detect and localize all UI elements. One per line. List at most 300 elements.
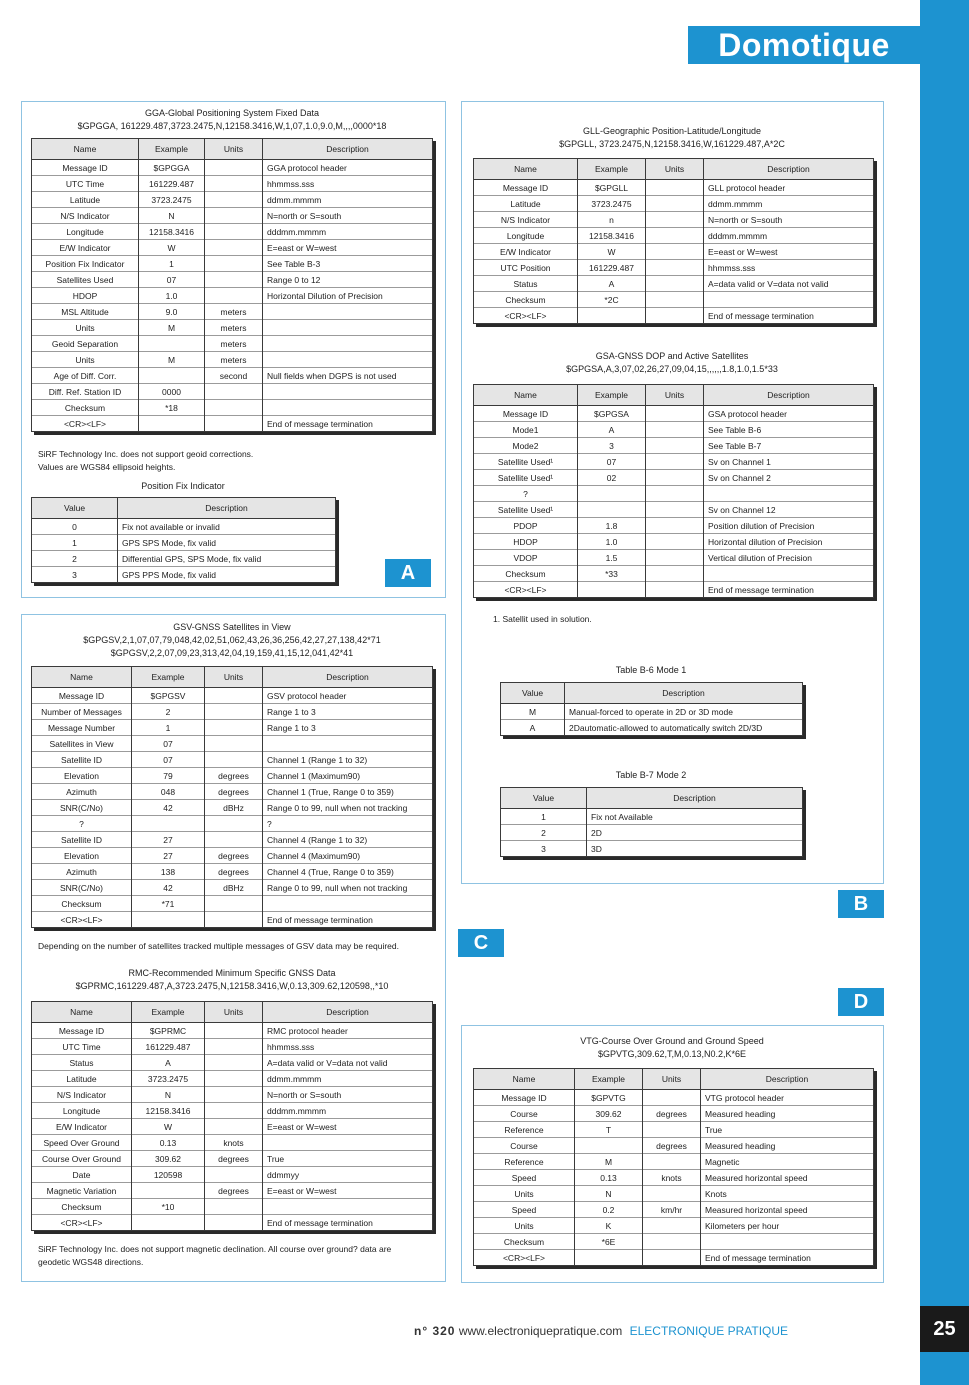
footer-url[interactable]: www.electroniquepratique.com [458,1324,623,1338]
table-cell: Latitude [32,192,139,208]
table-cell: degrees [205,1183,263,1199]
table-cell: Measured heading [701,1138,874,1154]
table-row [474,196,874,212]
table-cell: 0.13 [575,1170,643,1186]
table-cell: degrees [205,864,263,880]
tb6-title: Table B-6 Mode 1 [615,665,687,675]
section-banner: Domotique [688,26,920,64]
column-header: Units [205,139,263,160]
table-cell: 2Dautomatic-allowed to automatically switch 2D/3D [565,720,803,736]
header-row [32,498,336,519]
table-row [32,1151,433,1167]
table-cell: degrees [643,1106,701,1122]
table-row [32,160,433,176]
table-cell: SNR(C/No) [32,800,132,816]
table-cell: 02 [578,470,646,486]
table-cell: E/W Indicator [32,1119,132,1135]
gga-table [31,138,433,432]
table-row [474,1170,874,1186]
column-header: Description [704,385,874,406]
table-cell: E=east or W=west [263,1183,433,1199]
table-row [32,896,433,912]
table-cell: 0 [32,519,118,535]
table-cell: Kilometers per hour [701,1218,874,1234]
column-header: Example [132,667,205,688]
footer-issue: n° 320 [414,1324,456,1338]
table-cell [263,320,433,336]
table-cell: Magnetic Variation [32,1183,132,1199]
table-cell: See Table B-7 [704,438,874,454]
table-cell [646,534,704,550]
table-cell: Checksum [32,896,132,912]
table-cell: SNR(C/No) [32,880,132,896]
table-cell: 0.13 [132,1135,205,1151]
table-row [32,736,433,752]
table-cell: degrees [205,768,263,784]
table-cell: Number of Messages [32,704,132,720]
table-cell: Units [32,320,139,336]
table-cell [205,384,263,400]
vtg-title: VTG-Course Over Ground and Ground Speed [580,1036,764,1046]
table-cell [646,518,704,534]
tb7-title: Table B-7 Mode 2 [615,770,687,780]
table-cell: End of message termination [263,912,433,928]
table-cell: 79 [132,768,205,784]
table-cell: 120598 [132,1167,205,1183]
table-cell: A [578,422,646,438]
table-cell [205,272,263,288]
gsv-example-2: $GPGSV,2,2,07,09,23,313,42,04,19,159,41,15,12,041,42*41 [110,648,354,658]
gll-title: GLL-Geographic Position-Latitude/Longitude [582,126,762,136]
table-row [32,567,336,583]
table-row [32,912,433,928]
table-cell: Message ID [32,688,132,704]
table-cell: Longitude [474,228,578,244]
table-cell [263,336,433,352]
table-cell: second [205,368,263,384]
posfix-table [31,497,336,583]
table-cell: E/W Indicator [474,244,578,260]
table-cell [646,292,704,308]
table-cell [205,208,263,224]
table-cell: Range 1 to 3 [263,720,433,736]
header-row [474,385,874,406]
table-cell: 07 [139,272,205,288]
table-cell: 1 [501,809,587,825]
table-cell: knots [643,1170,701,1186]
table-cell: Checksum [32,400,139,416]
table-cell: GGA protocol header [263,160,433,176]
table-cell: 3723.2475 [578,196,646,212]
sidebar-strip [920,0,969,1385]
posfix-title: Position Fix Indicator [141,481,225,491]
table-row [501,841,803,857]
table-row [32,208,433,224]
table-row [32,864,433,880]
table-cell: Channel 1 (Range 1 to 32) [263,752,433,768]
table-cell [205,832,263,848]
table-cell: Units [474,1218,575,1234]
table-cell: Checksum [474,292,578,308]
column-header: Example [575,1069,643,1090]
table-cell [205,1199,263,1215]
rmc-table [31,1001,433,1231]
table-row [32,848,433,864]
table-cell: 27 [132,832,205,848]
table-cell [646,582,704,598]
table-cell: 2 [32,551,118,567]
table-cell: T [575,1122,643,1138]
table-row [474,292,874,308]
tb6-table [500,682,803,736]
table-row [474,438,874,454]
table-cell [646,180,704,196]
table-cell: Reference [474,1122,575,1138]
table-cell: Fix not available or invalid [118,519,336,535]
table-cell: Azimuth [32,864,132,880]
table-row [474,582,874,598]
table-row [474,1218,874,1234]
gsa-table [473,384,874,598]
table-row [32,256,433,272]
table-row [32,320,433,336]
table-cell: degrees [205,848,263,864]
column-header: Description [263,139,433,160]
table-cell: K [575,1218,643,1234]
table-cell: Knots [701,1186,874,1202]
table-cell [205,1071,263,1087]
table-cell: N=north or S=south [704,212,874,228]
column-header: Description [701,1069,874,1090]
gsa-note: 1. Satellit used in solution. [493,614,592,624]
column-header: Description [263,667,433,688]
table-cell: <CR><LF> [32,416,139,432]
table-cell: Measured horizontal speed [701,1202,874,1218]
table-cell: 309.62 [132,1151,205,1167]
table-row [32,720,433,736]
table-cell: Mode2 [474,438,578,454]
table-cell: Range 0 to 99, null when not tracking [263,880,433,896]
table-row [32,416,433,432]
table-cell: RMC protocol header [263,1023,433,1039]
table-row [32,400,433,416]
table-cell: A=data valid or V=data not valid [263,1055,433,1071]
table-cell: Reference [474,1154,575,1170]
table-cell: hhmmss.sss [263,176,433,192]
column-header: Name [32,1002,132,1023]
table-cell [646,260,704,276]
header-row [474,159,874,180]
gga-title: GGA-Global Positioning System Fixed Data [144,108,320,118]
table-cell [578,502,646,518]
table-cell: E=east or W=west [263,240,433,256]
table-cell: Units [32,352,139,368]
table-row [32,768,433,784]
table-row [474,212,874,228]
table-cell: Course Over Ground [32,1151,132,1167]
table-cell [701,1234,874,1250]
table-cell: Course [474,1106,575,1122]
table-cell [205,1119,263,1135]
table-cell: W [139,240,205,256]
label-a: A [385,559,431,587]
gll-table [473,158,874,324]
table-cell [263,304,433,320]
table-cell: *6E [575,1234,643,1250]
table-row [32,176,433,192]
table-cell: N/S Indicator [32,208,139,224]
table-row [32,784,433,800]
table-cell: Checksum [32,1199,132,1215]
table-cell: True [263,1151,433,1167]
table-row [32,272,433,288]
table-cell: 3 [32,567,118,583]
table-row [474,1122,874,1138]
table-cell: Message ID [474,406,578,422]
table-cell: Sv on Channel 12 [704,502,874,518]
table-cell: GSV protocol header [263,688,433,704]
table-cell [263,1135,433,1151]
table-cell [646,276,704,292]
table-cell: E/W Indicator [32,240,139,256]
table-cell: Channel 1 (True, Range 0 to 359) [263,784,433,800]
table-row [474,276,874,292]
table-row [474,180,874,196]
table-cell: meters [205,336,263,352]
table-row [32,519,336,535]
table-row [32,1103,433,1119]
table-cell: 2 [501,825,587,841]
table-cell: Geoid Separation [32,336,139,352]
gsv-note: Depending on the number of satellites tracked multiple messages of GSV data may be required. [38,941,399,951]
gsa-example: $GPGSA,A,3,07,02,26,27,09,04,15,,,,,,1.8,1.0,1.5*33 [566,364,778,374]
table-cell [578,308,646,324]
table-cell: 1.8 [578,518,646,534]
table-cell: *2C [578,292,646,308]
table-row [32,1167,433,1183]
table-cell: Manual-forced to operate in 2D or 3D mode [565,704,803,720]
column-header: Units [646,385,704,406]
tb7-table [500,787,803,857]
table-cell: Sv on Channel 1 [704,454,874,470]
header-row [474,1069,874,1090]
table-cell [578,582,646,598]
table-cell: Range 0 to 99, null when not tracking [263,800,433,816]
footer [414,1324,788,1338]
table-cell [646,196,704,212]
table-row [474,1106,874,1122]
table-cell [575,1250,643,1266]
table-cell: 1 [132,720,205,736]
table-row [474,406,874,422]
column-header: Description [263,1002,433,1023]
table-row [32,352,433,368]
table-cell: 3D [587,841,803,857]
column-header: Units [205,667,263,688]
table-cell: Message ID [474,1090,575,1106]
table-cell [139,336,205,352]
table-cell: Position dilution of Precision [704,518,874,534]
table-cell [646,550,704,566]
column-header: Description [587,788,803,809]
table-cell [132,1183,205,1199]
table-row [32,240,433,256]
table-cell: knots [205,1135,263,1151]
column-header: Value [32,498,118,519]
table-cell [205,912,263,928]
table-cell: N=north or S=south [263,208,433,224]
table-cell [205,1167,263,1183]
table-cell: Message ID [32,1023,132,1039]
table-row [474,1234,874,1250]
table-cell [646,438,704,454]
table-cell: E=east or W=west [704,244,874,260]
table-cell [205,720,263,736]
table-cell [263,1199,433,1215]
header-row [32,1002,433,1023]
table-cell: $GPVTG [575,1090,643,1106]
gga-note: SiRF Technology Inc. does not support geoid corrections. Values are WGS84 ellipsoid heights. [38,449,254,472]
table-row [474,1202,874,1218]
table-row [474,566,874,582]
table-cell [578,486,646,502]
vtg-example: $GPVTG,309.62,T,M,0.13,N0.2,K*6E [597,1049,747,1059]
table-cell: True [701,1122,874,1138]
table-cell: $GPGSA [578,406,646,422]
table-cell: <CR><LF> [32,1215,132,1231]
table-cell: ? [474,486,578,502]
table-cell: Measured heading [701,1106,874,1122]
column-header: Units [646,159,704,180]
table-cell: ? [263,816,433,832]
table-cell [205,416,263,432]
rmc-title: RMC-Recommended Minimum Specific GNSS Data [128,968,336,978]
table-row [501,809,803,825]
table-cell: ddmm.mmmm [263,192,433,208]
table-cell [205,1087,263,1103]
table-cell: Satellite Used¹ [474,502,578,518]
table-cell: Latitude [32,1071,132,1087]
table-cell: dddmm.mmmm [263,224,433,240]
table-cell: 07 [132,752,205,768]
table-cell: dBHz [205,800,263,816]
table-row [32,1071,433,1087]
table-cell: Speed [474,1170,575,1186]
table-cell: n [578,212,646,228]
table-cell [263,352,433,368]
table-cell: 2D [587,825,803,841]
table-cell [643,1154,701,1170]
footer-brand: ELECTRONIQUE PRATIQUE [629,1324,789,1338]
column-header: Description [118,498,336,519]
table-cell: degrees [205,784,263,800]
table-cell: M [139,320,205,336]
table-cell: Vertical dilution of Precision [704,550,874,566]
table-cell: Satellite Used¹ [474,454,578,470]
table-cell [263,896,433,912]
table-row [474,518,874,534]
table-row [32,1039,433,1055]
table-cell: N/S Indicator [32,1087,132,1103]
table-row [474,1186,874,1202]
table-cell: Null fields when DGPS is not used [263,368,433,384]
gsv-table [31,666,433,928]
table-cell [646,244,704,260]
table-cell: Satellite Used¹ [474,470,578,486]
table-cell: Azimuth [32,784,132,800]
table-cell: Range 0 to 12 [263,272,433,288]
table-cell: <CR><LF> [474,308,578,324]
table-cell: $GPGSV [132,688,205,704]
table-cell: 3 [578,438,646,454]
column-header: Name [32,139,139,160]
table-cell [205,224,263,240]
table-cell: Horizontal Dilution of Precision [263,288,433,304]
table-cell [205,400,263,416]
table-cell: Message ID [474,180,578,196]
table-cell: 12158.3416 [139,224,205,240]
table-cell [205,160,263,176]
table-cell: UTC Position [474,260,578,276]
table-row [32,704,433,720]
table-cell: Channel 4 (True, Range 0 to 359) [263,864,433,880]
table-cell [205,688,263,704]
gsa-title: GSA-GNSS DOP and Active Satellites [595,351,749,361]
table-cell: dddmm.mmmm [704,228,874,244]
table-cell [205,1103,263,1119]
table-cell: meters [205,320,263,336]
rmc-note: SiRF Technology Inc. does not support magnetic declination. All course over ground? data are geodetic WGS48 directions. [38,1244,392,1267]
table-cell: *33 [578,566,646,582]
table-cell [205,704,263,720]
table-cell: Speed [474,1202,575,1218]
table-cell [205,1039,263,1055]
table-cell: End of message termination [704,582,874,598]
table-row [32,816,433,832]
table-cell: ddmm.mmmm [704,196,874,212]
table-cell: 1.5 [578,550,646,566]
table-cell: Longitude [32,224,139,240]
table-cell: GLL protocol header [704,180,874,196]
table-cell [646,454,704,470]
table-cell: <CR><LF> [32,912,132,928]
table-cell [132,1215,205,1231]
table-cell: Units [474,1186,575,1202]
table-cell: W [578,244,646,260]
table-cell: N [139,208,205,224]
table-cell: ? [32,816,132,832]
table-cell: Position Fix Indicator [32,256,139,272]
table-cell [205,256,263,272]
table-row [474,454,874,470]
table-cell: $GPGGA [139,160,205,176]
table-cell: 161229.487 [132,1039,205,1055]
table-cell: meters [205,304,263,320]
table-cell: 3723.2475 [139,192,205,208]
table-cell: 0000 [139,384,205,400]
table-cell: Satellites in View [32,736,132,752]
table-row [474,534,874,550]
table-cell: Sv on Channel 2 [704,470,874,486]
table-row [32,192,433,208]
table-cell [205,176,263,192]
table-cell: 161229.487 [578,260,646,276]
table-row [474,308,874,324]
table-cell: 07 [578,454,646,470]
table-cell: Magnetic [701,1154,874,1170]
table-cell [643,1218,701,1234]
table-cell [205,1215,263,1231]
